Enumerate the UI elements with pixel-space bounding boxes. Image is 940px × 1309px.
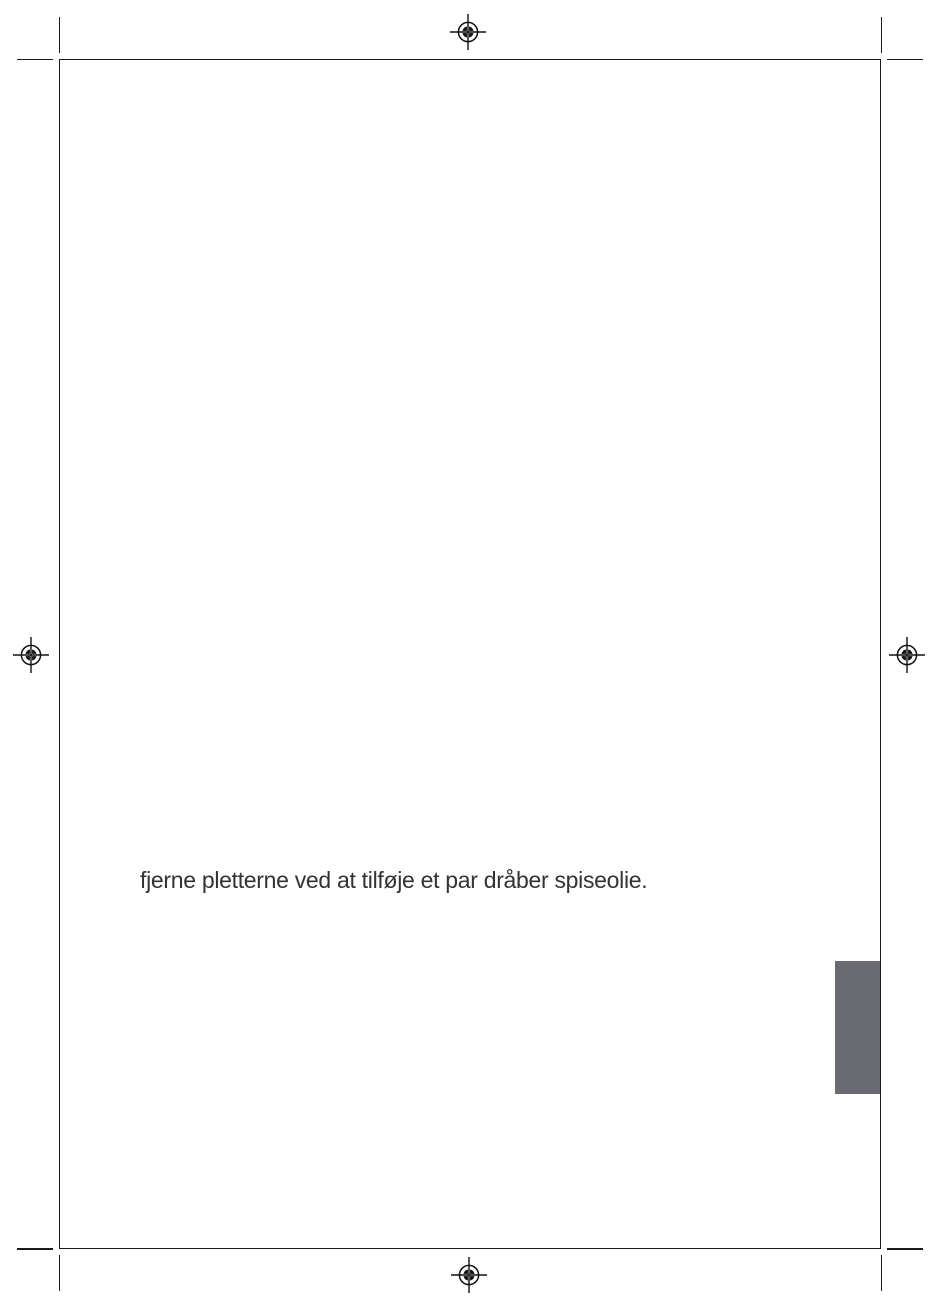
crop-mark-icon (59, 1255, 61, 1291)
crop-mark-icon (17, 1248, 53, 1250)
registration-mark-icon (450, 14, 486, 50)
crop-mark-icon (17, 59, 53, 61)
section-thumb-tab (835, 961, 880, 1094)
crop-mark-icon (887, 59, 923, 61)
body-text-line: fjerne pletterne ved at tilføje et par dråber spiseolie. (140, 867, 648, 893)
crop-mark-icon (59, 17, 61, 53)
registration-mark-icon (889, 637, 925, 673)
crop-mark-icon (881, 17, 883, 53)
crop-mark-icon (881, 1255, 883, 1291)
page-trim-border (59, 59, 881, 1249)
crop-mark-icon (887, 1248, 923, 1250)
registration-mark-icon (451, 1257, 487, 1293)
registration-mark-icon (13, 637, 49, 673)
